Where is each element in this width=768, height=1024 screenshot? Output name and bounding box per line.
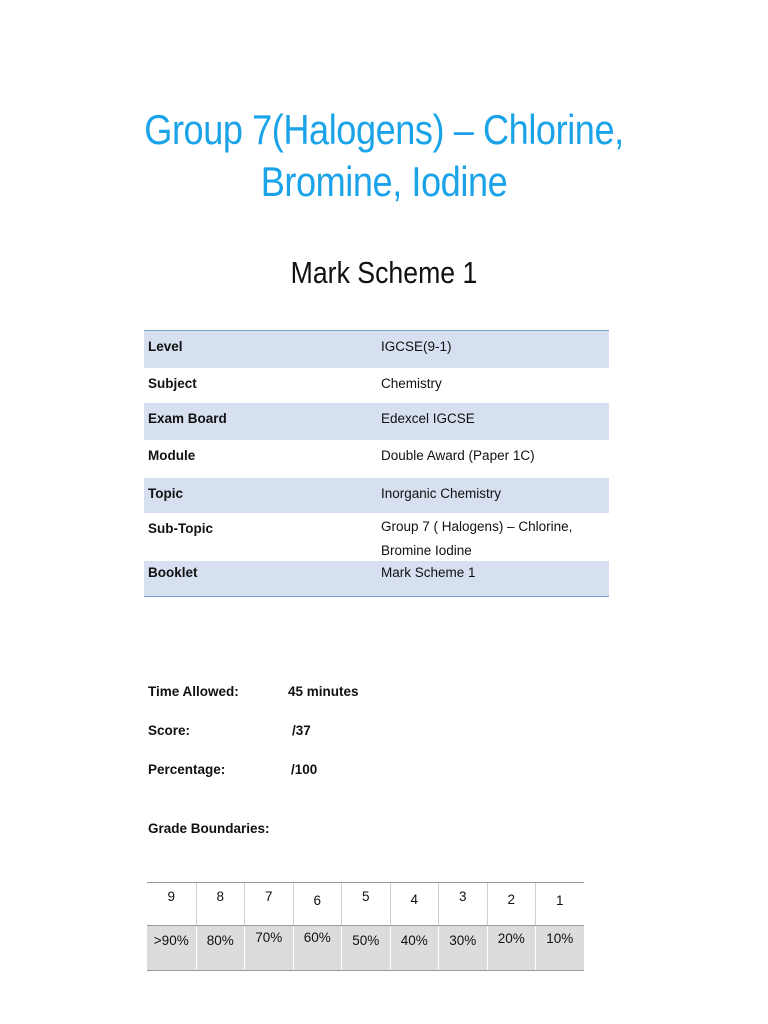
document-title [54, 104, 714, 208]
percent-cell: 10% [535, 926, 584, 970]
info-row-module [144, 440, 609, 478]
score-label: Score: [148, 723, 191, 738]
grade-cell: 5 [341, 883, 390, 925]
info-key: Subject [148, 376, 197, 391]
percentage [148, 761, 317, 779]
grade-boundaries-label: Grade Boundaries: [148, 821, 270, 836]
time-allowed [148, 683, 359, 701]
info-row-level [144, 331, 609, 368]
percent-cell: 30% [438, 926, 487, 970]
percent-cell: 20% [487, 926, 536, 970]
percent-cell: 80% [196, 926, 245, 970]
grade-cell: 7 [244, 883, 293, 925]
percent-cell: >90% [153, 933, 189, 948]
grade-cell: 2 [487, 883, 536, 925]
info-value: IGCSE(9-1) [381, 339, 452, 354]
grade-cell: 4 [390, 883, 439, 925]
info-key: Booklet [148, 565, 198, 580]
grade-percent-row [147, 926, 584, 971]
time-allowed-value: 45 minutes [288, 684, 359, 699]
info-value: Group 7 ( Halogens) – Chlorine, Bromine Iodine [381, 519, 573, 558]
info-row-exam-board [144, 403, 609, 440]
info-row-topic [144, 478, 609, 513]
info-row-booklet [144, 561, 609, 596]
grade-boundaries-table [147, 882, 584, 971]
info-key: Sub-Topic [148, 521, 213, 536]
info-value: Mark Scheme 1 [381, 565, 476, 580]
percent-cell: 60% [293, 926, 342, 970]
title-line-2: Bromine, Iodine [260, 158, 508, 205]
info-table [144, 330, 609, 597]
score-value: /37 [292, 723, 311, 738]
grade-cell: 1 [535, 883, 584, 925]
title-line-1: Group 7(Halogens) – Chlorine, [144, 106, 624, 153]
info-key: Level [148, 339, 183, 354]
info-value: Edexcel IGCSE [381, 411, 475, 426]
document-subtitle: Mark Scheme 1 [290, 255, 478, 290]
score [148, 722, 311, 740]
info-value: Inorganic Chemistry [381, 486, 502, 501]
percent-cell: 50% [341, 926, 390, 970]
info-key: Exam Board [148, 411, 227, 426]
grade-cell: 9 [167, 889, 175, 904]
grade-boundaries-heading [148, 820, 270, 838]
percentage-value: /100 [291, 762, 318, 777]
info-value: Double Award (Paper 1C) [381, 448, 535, 463]
grade-cell: 3 [438, 883, 487, 925]
info-key: Topic [148, 486, 183, 501]
time-allowed-label: Time Allowed: [148, 684, 239, 699]
percent-cell: 40% [390, 926, 439, 970]
grade-cell: 8 [196, 883, 245, 925]
info-key: Module [148, 448, 196, 463]
percent-cell: 70% [244, 926, 293, 970]
grade-cell: 6 [293, 883, 342, 925]
grade-header-row [147, 882, 584, 926]
info-row-sub-topic [144, 513, 609, 561]
percentage-label: Percentage: [148, 762, 226, 777]
info-row-subject [144, 368, 609, 403]
info-value: Chemistry [381, 376, 442, 391]
